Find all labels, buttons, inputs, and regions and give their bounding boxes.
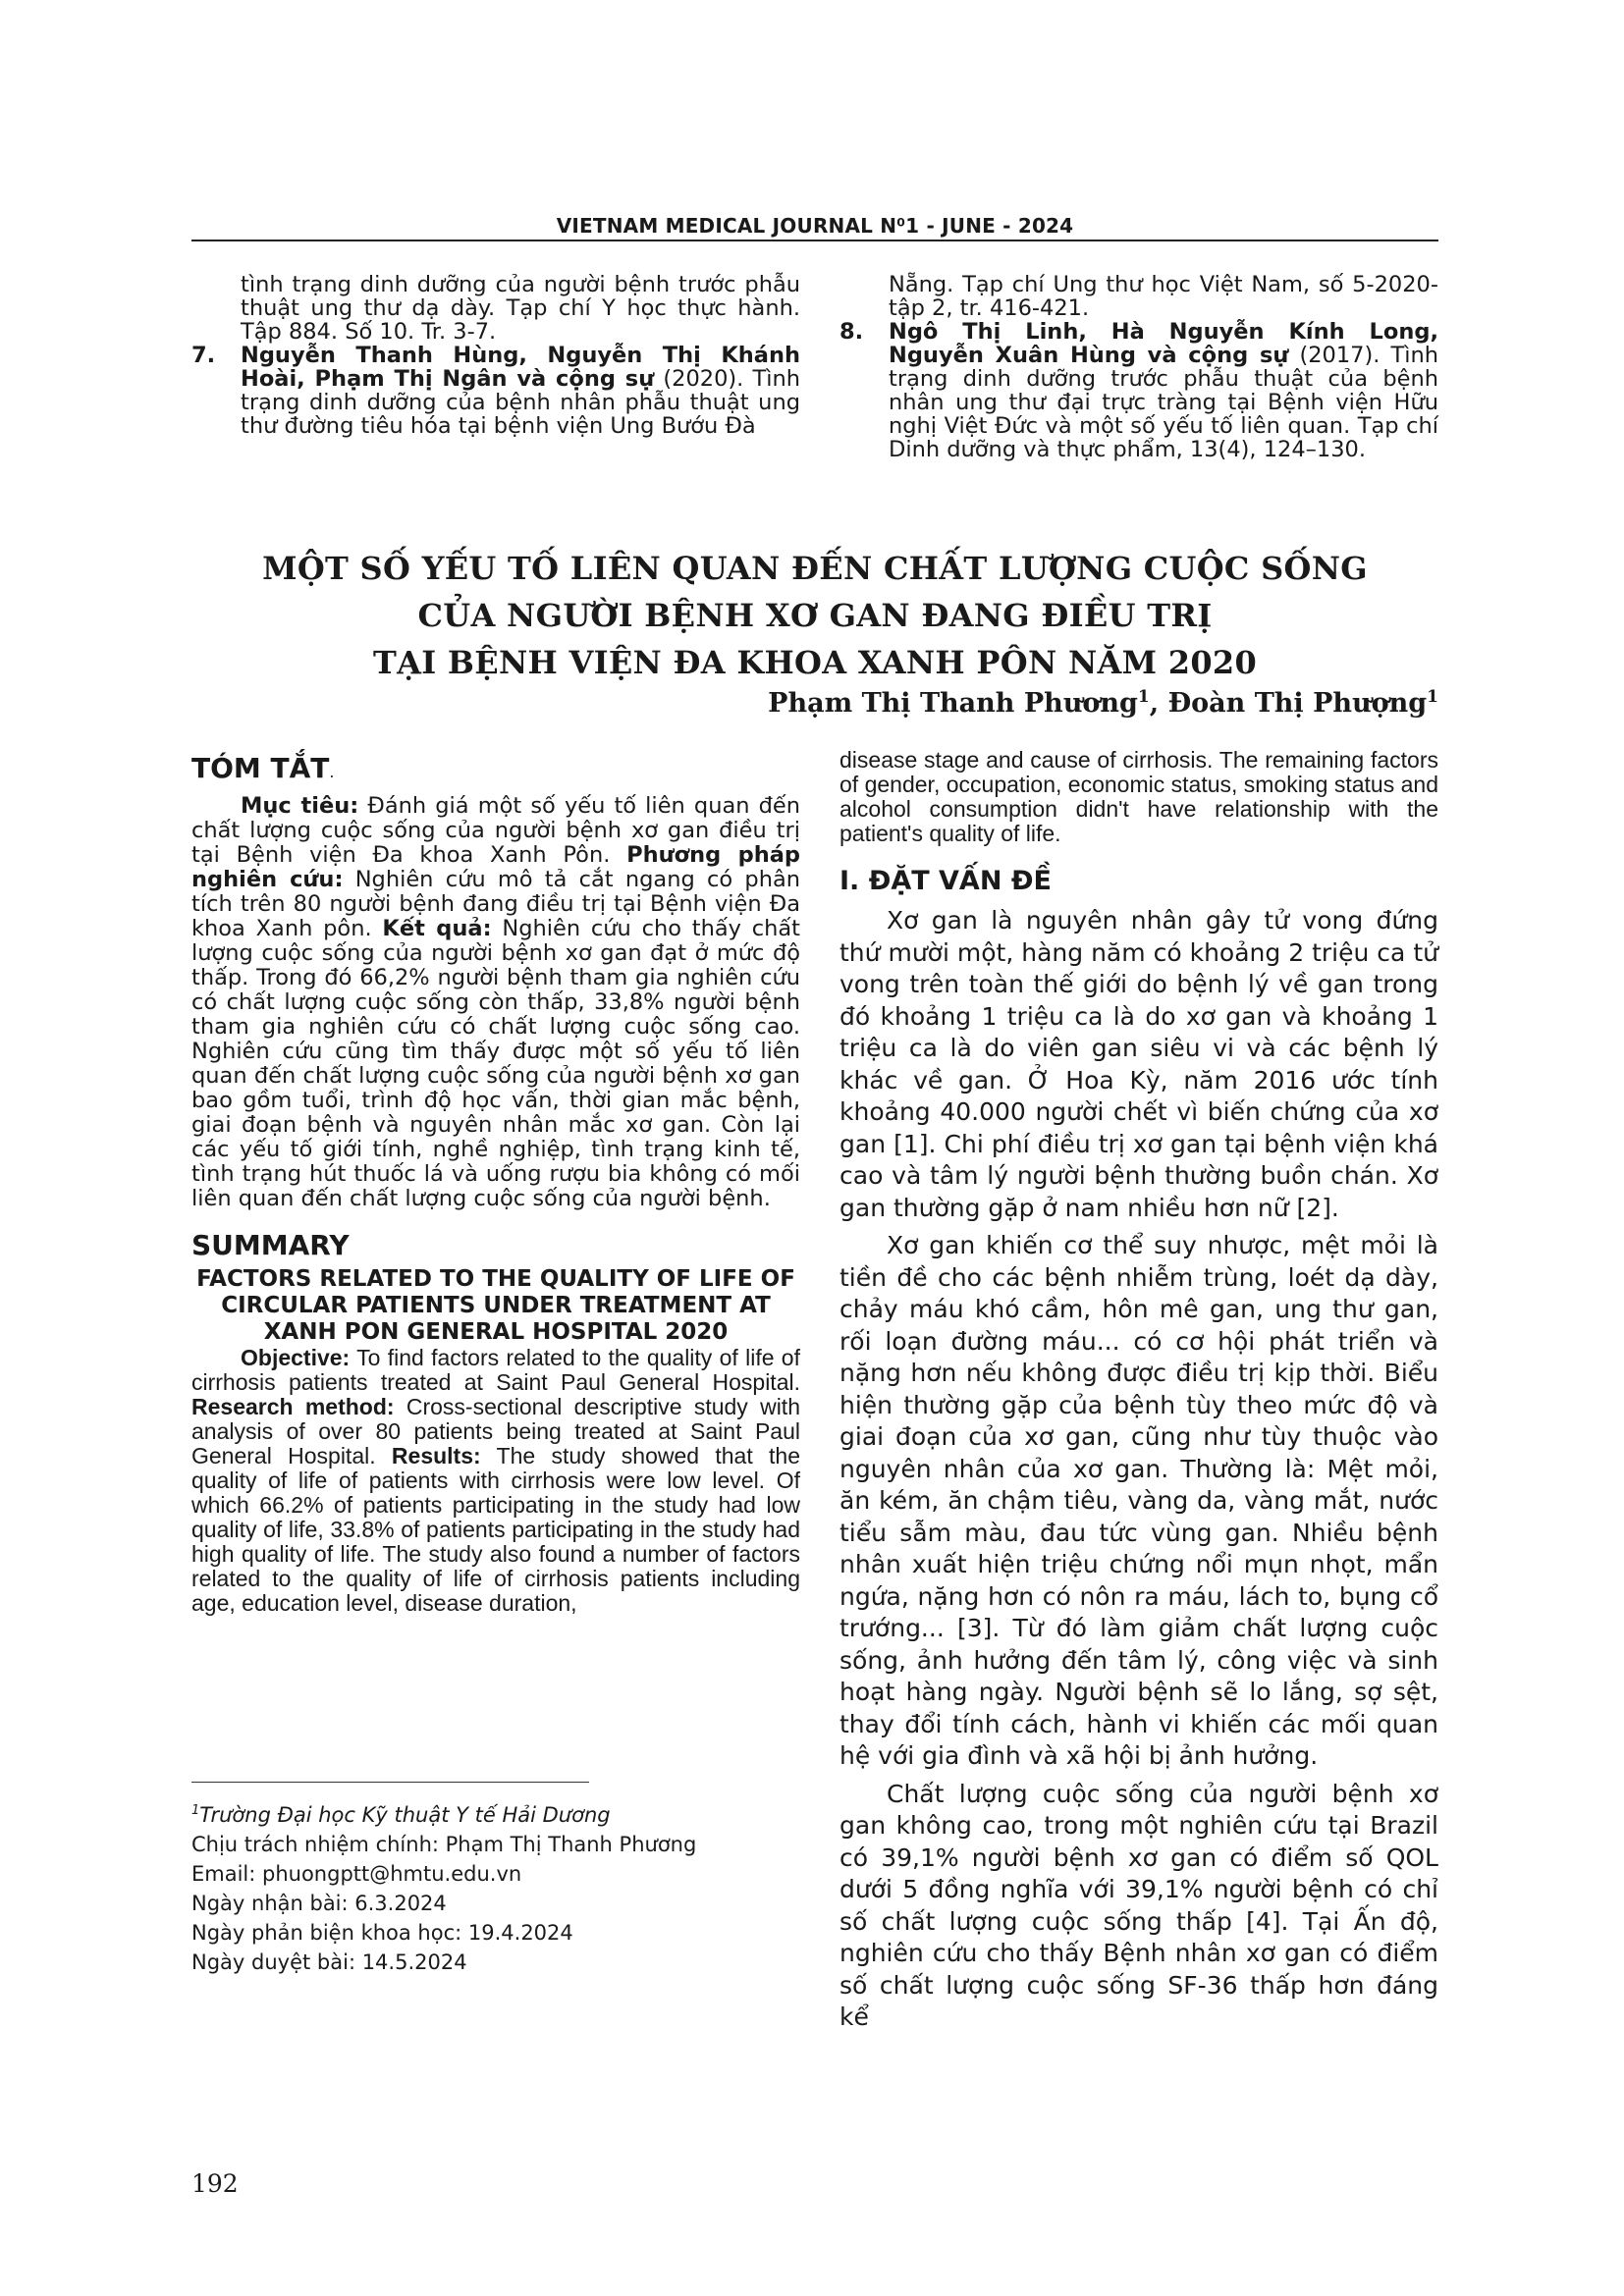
footnote-accepted: Ngày duyệt bài: 14.5.2024	[191, 1950, 467, 1974]
objective-label: Objective:	[241, 1345, 351, 1370]
footnote-reviewed: Ngày phản biện khoa học: 19.4.2024	[191, 1921, 573, 1945]
right-column	[839, 748, 1438, 2034]
section-1-paragraph-1: Xơ gan là nguyên nhân gây tử vong đứng thứ mười một, hàng năm có khoảng 2 triệu ca tử vong trên toàn thế giới do bệnh lý về gan trong đó khoảng 1 triệu ca là do xơ gan và khoảng 1 triệu ca là do viên gan siêu vi và các bệnh lý khác về gan. Ở Hoa Kỳ, năm 2016 ước tính khoảng 40.000 người chết vì biến chứng của xơ gan [1]. Chi phí điều trị xơ gan tại bệnh viện khá cao và tâm lý người bệnh thường buồn chán. Xơ gan thường gặp ở nam nhiều hơn nữ [2].	[839, 906, 1438, 1222]
abstract-heading-dot: .	[329, 763, 335, 781]
author-2: Đoàn Thị Phượng	[1167, 688, 1428, 719]
footnote-rule	[191, 1782, 589, 1783]
title-line-3: TẠI BỆNH VIỆN ĐA KHOA XANH PÔN NĂM 2020	[372, 644, 1258, 681]
footnote-email: Email: phuongptt@hmtu.edu.vn	[191, 1862, 522, 1886]
reference-6-continuation: tình trạng dinh dưỡng của người bệnh trước phẫu thuật ung thư dạ dày. Tạp chí Y học thực hành. Tập 884. Số 10. Tr. 3-7.	[241, 272, 800, 345]
objective-text: To find factors related to the quality of life of cirrhosis patients treated at Saint Paul General Hospital.	[191, 1345, 800, 1395]
section-1-heading: I. ĐẶT VẤN ĐỀ	[839, 866, 1052, 896]
results-text: Nghiên cứu cho thấy chất lượng cuộc sống của người bệnh xơ gan đạt ở mức độ thấp. Trong đó 66,2% người bệnh tham gia nghiên cứu có chất lượng cuộc sống còn thấp, 33,8% người bệnh tham gia nghiên cứu có chất lượng cuộc sống cao. Nghiên cứu cũng tìm thấy được một số yếu tố liên quan đến chất lượng cuộc sống của người bệnh xơ gan bao gồm tuổi, trình độ học vấn, thời gian mắc bệnh, giai đoạn bệnh và nguyên nhân mắc xơ gan. Còn lại các yếu tố giới tính, nghề nghiệp, tình trạng kinh tế, tình trạng hút thuốc lá và uống rượu bia không có mối liên quan đến chất lượng cuộc sống của người bệnh.	[191, 916, 801, 1211]
reference-text: (2017). Tình trạng dinh dưỡng trước phẫu thuật của bệnh nhân ung thư đại trực tràng tại Bệnh viện Hữu nghị Việt Đức và một số yếu tố liên quan. Tạp chí Dinh dưỡng và thực phẩm, 13(4), 124–130.	[889, 343, 1438, 462]
results-label: Kết quả:	[382, 916, 492, 941]
author-separator: ,	[1149, 688, 1168, 719]
objective-text: Đánh giá một số yếu tố liên quan đến chất lượng cuộc sống của người bệnh xơ gan điều trị tại Bệnh viện Đa khoa Xanh Pôn.	[191, 793, 801, 868]
summary-continuation: disease stage and cause of cirrhosis. The remaining factors of gender, occupation, economic status, smoking status and alcohol consumption didn't have relationship with the patient's quality of life.	[839, 747, 1438, 846]
footnote-institution	[191, 1796, 800, 1830]
reference-text: (2020). Tình trạng dinh dưỡng của bệnh nhân phẫu thuật ung thư đường tiêu hóa tại bệnh viện Ung Bướu Đà	[241, 366, 800, 439]
article-title	[191, 545, 1438, 686]
reference-authors: Nguyễn Thanh Hùng, Nguyễn Thị Khánh Hoài, Phạm Thị Ngân và cộng sự	[241, 343, 800, 392]
reference-7-continuation: Nẵng. Tạp chí Ung thư học Việt Nam, số 5-2020-tập 2, tr. 416-421.	[889, 272, 1438, 321]
page-number: 192	[191, 2169, 239, 2198]
author-line	[191, 687, 1438, 719]
results-text: The study showed that the quality of life of patients with cirrhosis were low level. Of which 66.2% of patients participating in the study had low quality of life, 33.8% of patients participating in the study had high quality of life. The study also found a number of factors related to the quality of life of cirrhosis patients including age, education level, disease duration,	[191, 1443, 800, 1616]
section-1-paragraph-3: Chất lượng cuộc sống của người bệnh xơ gan không cao, trong một nghiên cứu tại Brazil có 39,1% người bệnh xơ gan có điểm số QOL dưới 5 đồng nghĩa với 39,1% người bệnh có chỉ số chất lượng cuộc sống thấp [4]. Tại Ấn độ, nghiên cứu cho thấy Bệnh nhân xơ gan có điểm số chất lượng cuộc sống SF-36 thấp hơn đáng kể	[839, 1779, 1438, 2031]
summary-paragraph	[191, 1346, 800, 1616]
reference-8	[839, 320, 1438, 461]
abstract-vi-paragraph	[191, 794, 800, 1211]
section-1-paragraph-2: Xơ gan khiến cơ thể suy nhược, mệt mỏi là tiền đề cho các bệnh nhiễm trùng, loét dạ dày, chảy máu khó cầm, hôn mê gan, ung thư gan, rối loạn đường máu... có cơ hội phát triển và nặng hơn nếu không được điều trị kịp thời. Biểu hiện thường gặp của bệnh tùy theo mức độ và giai đoạn của xơ gan, cũng như tùy thuộc vào nguyên nhân của xơ gan. Thường là: Mệt mỏi, ăn kém, ăn chậm tiêu, vàng da, vàng mắt, nước tiểu sẫm màu, đau tức vùng gan. Nhiều bệnh nhân xuất hiện triệu chứng nổi mụn nhọt, mẩn ngứa, nặng hơn có nôn ra máu, lách to, bụng cổ trướng... [3]. Từ đó làm giảm chất lượng cuộc sống, ảnh hưởng đến tâm lý, công việc và sinh hoạt hàng ngày. Người bệnh sẽ lo lắng, sợ sệt, thay đổi tính cách, hành vi khiến các mối quan hệ với gia đình và xã hội bị ảnh hưởng.	[839, 1231, 1438, 1770]
reference-number: 8.	[839, 319, 864, 345]
reference-authors: Ngô Thị Linh, Hà Nguyễn Kính Long, Nguyễn Xuân Hùng và cộng sự	[889, 319, 1438, 368]
method-text: Cross-sectional descriptive study with analysis of over 80 patients being treated at Saint Paul General Hospital.	[191, 1394, 800, 1468]
abstract-heading	[191, 751, 800, 790]
footnote-corresponding: Chịu trách nhiệm chính: Phạm Thị Thanh Phương	[191, 1833, 697, 1856]
method-label: Research method:	[191, 1394, 395, 1419]
footnote-received: Ngày nhận bài: 6.3.2024	[191, 1892, 447, 1915]
references-left-column	[191, 273, 800, 438]
method-label: Phương pháp nghiên cứu:	[191, 842, 800, 892]
objective-label: Mục tiêu:	[241, 793, 359, 819]
header-rule	[191, 240, 1438, 241]
left-column	[191, 751, 800, 1616]
results-label: Results:	[391, 1443, 481, 1468]
reference-number: 7.	[191, 343, 216, 368]
summary-heading: SUMMARY	[191, 1229, 350, 1261]
abstract-heading-text: TÓM TẮT	[191, 752, 330, 784]
journal-header: VIETNAM MEDICAL JOURNAL N⁰1 - JUNE - 2024	[556, 214, 1074, 238]
institution-name: Trường Đại học Kỹ thuật Y tế Hải Dương	[199, 1803, 611, 1827]
references-right-column	[839, 273, 1438, 461]
footnotes	[191, 1796, 800, 1977]
title-line-2: CỦA NGƯỜI BỆNH XƠ GAN ĐANG ĐIỀU TRỊ	[417, 597, 1213, 634]
affiliation-mark: 1	[1427, 687, 1438, 707]
method-text: Nghiên cứu mô tả cắt ngang có phân tích trên 80 người bệnh đang điều trị tại Bệnh viện Đa khoa Xanh pôn.	[191, 867, 800, 941]
summary-title: FACTORS RELATED TO THE QUALITY OF LIFE OF CIRCULAR PATIENTS UNDER TREATMENT AT XANH PON GENERAL HOSPITAL 2020	[196, 1266, 795, 1345]
affiliation-mark: 1	[1137, 687, 1150, 707]
author-1: Phạm Thị Thanh Phương	[768, 688, 1138, 719]
reference-7	[191, 344, 800, 438]
title-line-1: MỘT SỐ YẾU TỐ LIÊN QUAN ĐẾN CHẤT LƯỢNG CUỘC SỐNG	[262, 550, 1368, 587]
affiliation-mark: 1	[191, 1803, 200, 1818]
